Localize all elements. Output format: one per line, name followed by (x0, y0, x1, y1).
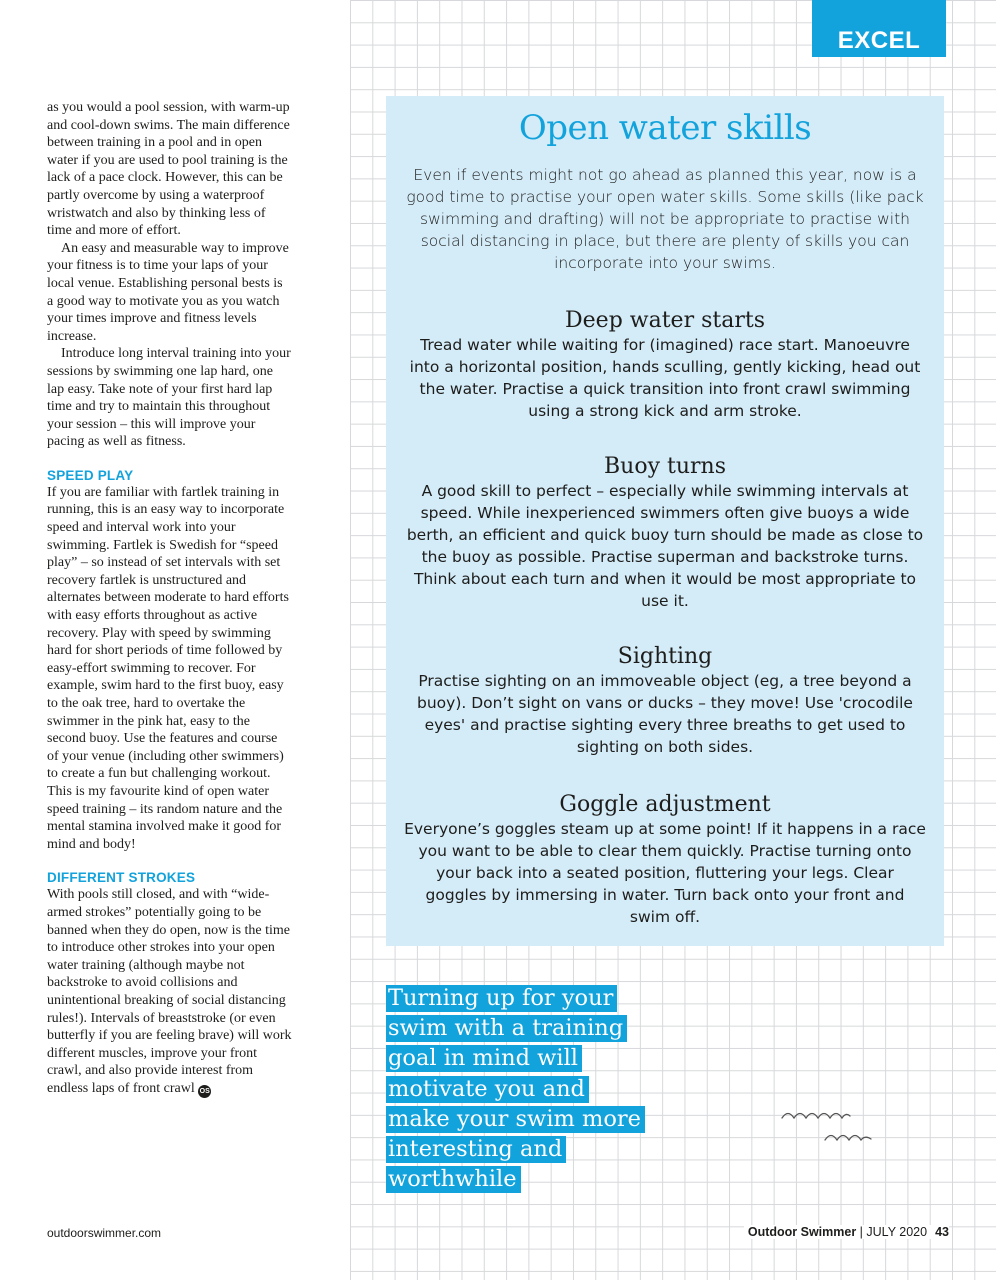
pull-quote (386, 983, 646, 1194)
tip-heading: Goggle adjustment (559, 792, 771, 817)
body-paragraph: as you would a pool session, with warm-up and cool-down swims. The main difference between training in a pool and in open water if you are used to pool training is the lack of a pace clock. However, this can be partly overcome by using a waterproof wristwatch and also by thinking less of time and more of effort. (47, 100, 290, 239)
footer-separator: | (856, 1225, 867, 1239)
tip-buoy-turns (404, 454, 926, 612)
subheading-different-strokes: DIFFERENT STROKES (47, 870, 196, 886)
box-intro: Even if events might not go ahead as planned this year, now is a good time to practise your open water skills. Some skills (like pack swimming and drafting) will not be appropriate to practise with social distancing in place, but there are plenty of skills you can incorporate into your swims. (406, 166, 924, 272)
body-paragraph: If you are familiar with fartlek training in running, this is an easy way to incorporate speed and interval work into your swimming. Fartlek is Swedish for “speed play” – so instead of set intervals with set recovery fartlek is unstructured and alternates between moderate to hard efforts with easy efforts throughout as active recovery. Play with speed by swimming hard for short periods of time followed by easy-effort swimming to recover. For example, swim hard to the first buoy, easy to the oak tree, hard to overtake the swimmer in the pink hat, easy to the second buoy. Use the features and course of your venue (including other swimmers) to create a fun but challenging workout. This is my favourite kind of open water speed training – its random nature and the mental stamina involved make it good for mind and body! (47, 484, 289, 852)
tip-body: Tread water while waiting for (imagined) race start. Manoeuvre into a horizontal position, hands sculling, gently kicking, head out the water. Practise a quick transition into front crawl swimming using a strong kick and arm stroke. (409, 336, 921, 420)
subheading-speed-play: SPEED PLAY (47, 467, 134, 483)
tip-body: Everyone’s goggles steam up at some point! If it happens in a race you want to be able to clear them quickly. Practise turning onto your back into a seated position, fluttering your legs. Clear goggles by immersing in water. Turn back onto your front and swim off. (404, 820, 926, 926)
tip-heading: Deep water starts (565, 308, 765, 333)
footer-issue: JULY 2020 (866, 1225, 928, 1239)
footer-folio (744, 1225, 949, 1239)
tip-goggle-adjustment (404, 792, 926, 928)
tip-heading: Buoy turns (604, 454, 726, 479)
page-number: 43 (935, 1225, 949, 1239)
end-of-article-icon: OS (198, 1085, 211, 1098)
body-paragraph-last (47, 886, 292, 1098)
tip-body: Practise sighting on an immoveable object (eg, a tree beyond a buoy). Don’t sight on vans or ducks – they move! Use 'crocodile eyes' and practise sighting every three breaths to get used to sighting on both sides. (417, 672, 913, 756)
body-paragraph: An easy and measurable way to improve your fitness is to time your laps of your local venue. Establishing personal bests is a good way to motivate you as you watch your times improve and fitness levels increase. (47, 240, 289, 344)
section-label: EXCEL (837, 27, 921, 54)
section-tab (812, 0, 946, 57)
tip-heading: Sighting (617, 644, 713, 669)
tip-deep-water-starts (404, 308, 926, 422)
body-paragraph: Introduce long interval training into your sessions by swimming one lap hard, one lap easy. Take note of your first hard lap time and try to maintain this throughout your session – this will improve your pacing as well as fitness. (47, 346, 291, 450)
tip-body: A good skill to perfect – especially while swimming intervals at speed. While inexperienced swimmers often give buoys a wide berth, an efficient and quick buoy turn should be made as close to the buoy as possible. Practise superman and backstroke turns. Think about each turn and when it would be most appropriate to use it. (406, 482, 924, 610)
tip-sighting (404, 644, 926, 758)
open-water-skills-box (386, 96, 944, 946)
footer-website: outdoorswimmer.com (47, 1226, 162, 1240)
pull-quote-text: Turning up for your swim with a training goal in mind will motivate you and make your swim more interesting and worthwhile (386, 985, 645, 1193)
left-column (47, 99, 292, 1098)
box-title: Open water skills (518, 108, 812, 148)
body-paragraph-text: With pools still closed, and with “wide-armed strokes” potentially going to be banned when they do open, now is the time to introduce other strokes into your open water training (although maybe not backstroke to avoid collisions and unintentional breaking of social distancing rules!). Intervals of breaststroke (or even butterfly if you are feeling brave) will work different muscles, improve your front crawl, and also provide interest from endless laps of front crawl (47, 887, 292, 1096)
footer-magazine: Outdoor Swimmer (747, 1225, 857, 1239)
waves-doodle-icon (780, 1100, 875, 1150)
